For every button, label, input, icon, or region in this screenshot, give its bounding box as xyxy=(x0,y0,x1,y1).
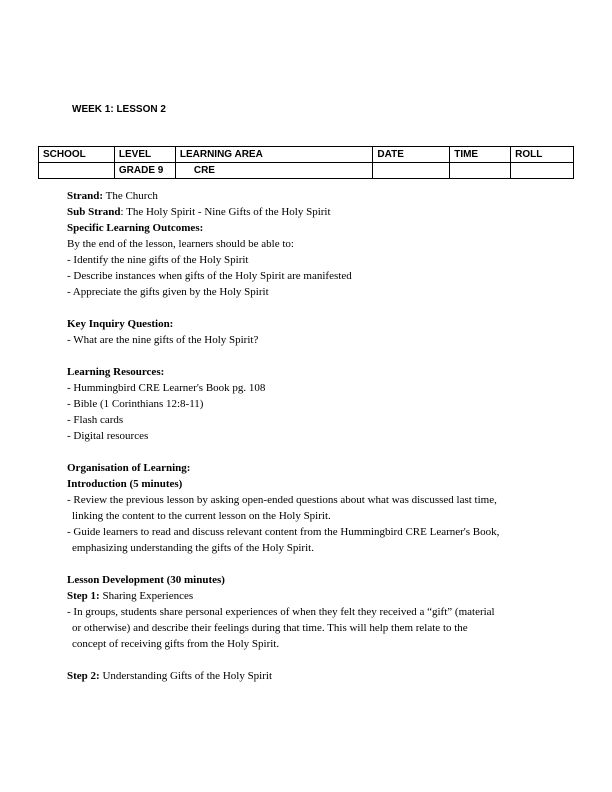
resources-title xyxy=(67,364,577,380)
resources-title-text: Learning Resources: xyxy=(67,366,165,378)
cell-date xyxy=(373,163,450,179)
step2-line xyxy=(67,668,577,684)
step1-label: Step 1: xyxy=(67,590,100,602)
step1-line xyxy=(67,588,577,604)
cell-learning-area: CRE xyxy=(175,163,373,179)
table-row xyxy=(39,163,574,179)
organisation-title xyxy=(67,460,577,476)
list-item: - Flash cards xyxy=(67,414,124,426)
header-roll: ROLL xyxy=(511,147,574,163)
list-item: - Digital resources xyxy=(67,430,149,442)
cell-time xyxy=(450,163,511,179)
strand-line xyxy=(67,188,577,204)
week-lesson-heading: WEEK 1: LESSON 2 xyxy=(72,104,166,115)
development-title xyxy=(67,572,577,588)
outcomes-title-text: Specific Learning Outcomes: xyxy=(67,222,204,234)
table-header-row xyxy=(39,147,574,163)
cell-level: GRADE 9 xyxy=(114,163,175,179)
step2-label: Step 2: xyxy=(67,670,100,682)
step1-detail: or otherwise) and describe their feelings during that time. This will help them relate to the xyxy=(72,622,468,634)
list-item: - Hummingbird CRE Learner's Book pg. 108 xyxy=(67,382,266,394)
strand-label: Strand: xyxy=(67,190,104,202)
introduction-title-text: Introduction (5 minutes) xyxy=(67,478,183,490)
list-item: - Identify the nine gifts of the Holy Spirit xyxy=(67,254,249,266)
header-time: TIME xyxy=(450,147,511,163)
strand-value: The Church xyxy=(103,190,158,202)
sub-strand-line xyxy=(67,204,577,220)
organisation-title-text: Organisation of Learning: xyxy=(67,462,191,474)
step2-value: Understanding Gifts of the Holy Spirit xyxy=(99,670,273,682)
lesson-plan-body xyxy=(67,188,577,684)
outcomes-intro: By the end of the lesson, learners should be able to: xyxy=(67,238,294,250)
header-date: DATE xyxy=(373,147,450,163)
intro-line: emphasizing understanding the gifts of the Holy Spirit. xyxy=(72,542,314,554)
inquiry-title xyxy=(67,316,577,332)
cell-roll xyxy=(511,163,574,179)
step1-detail: - In groups, students share personal experiences of when they felt they received a “gift” (material xyxy=(67,606,495,618)
sub-strand-label: Sub Strand xyxy=(67,206,121,218)
lesson-info-table xyxy=(38,146,574,179)
intro-line: - Guide learners to read and discuss relevant content from the Hummingbird CRE Learner's Book, xyxy=(67,526,500,538)
step1-value: Sharing Experiences xyxy=(99,590,194,602)
sub-strand-value: : The Holy Spirit - Nine Gifts of the Holy Spirit xyxy=(120,206,331,218)
header-school: SCHOOL xyxy=(39,147,115,163)
outcomes-title xyxy=(67,220,577,236)
inquiry-title-text: Key Inquiry Question: xyxy=(67,318,174,330)
list-item: - Bible (1 Corinthians 12:8-11) xyxy=(67,398,204,410)
development-title-text: Lesson Development (30 minutes) xyxy=(67,574,225,586)
step1-detail: concept of receiving gifts from the Holy Spirit. xyxy=(72,638,280,650)
header-learning-area: LEARNING AREA xyxy=(175,147,373,163)
intro-line: linking the content to the current lesson on the Holy Spirit. xyxy=(72,510,331,522)
list-item: - Describe instances when gifts of the Holy Spirit are manifested xyxy=(67,270,352,282)
cell-school xyxy=(39,163,115,179)
introduction-title xyxy=(67,476,577,492)
inquiry-question: - What are the nine gifts of the Holy Spirit? xyxy=(67,334,259,346)
intro-line: - Review the previous lesson by asking open-ended questions about what was discussed last time, xyxy=(67,494,497,506)
header-level: LEVEL xyxy=(114,147,175,163)
list-item: - Appreciate the gifts given by the Holy Spirit xyxy=(67,286,269,298)
